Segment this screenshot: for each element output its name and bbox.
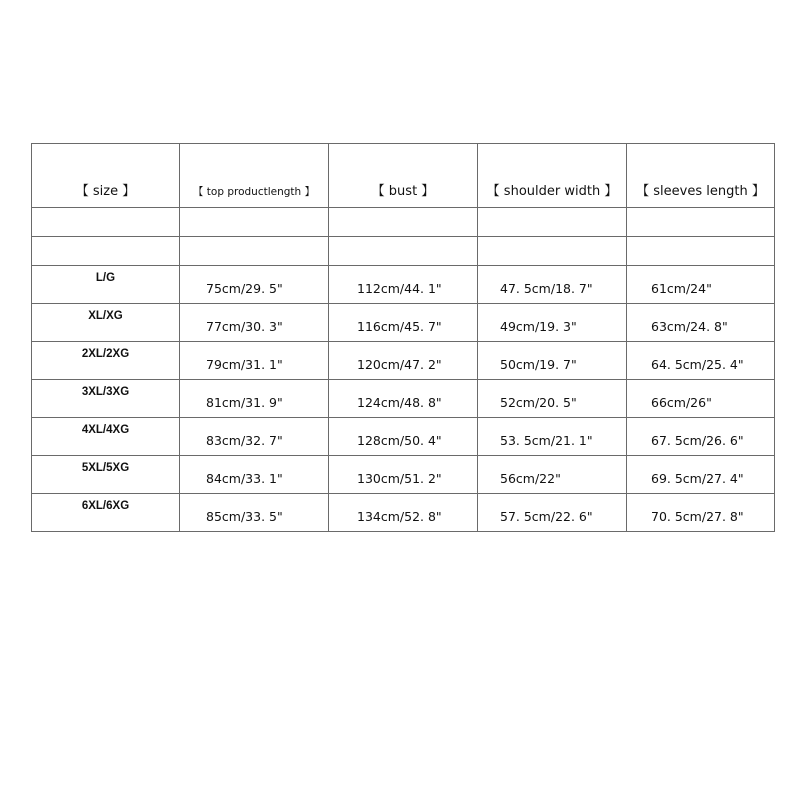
blank-row [32,237,775,266]
length-cell: 84cm/33. 1" [180,456,329,494]
header-top-product-length: 【 top productlength 】 [180,144,329,208]
sleeves-cell: 64. 5cm/25. 4" [627,342,775,380]
length-cell: 83cm/32. 7" [180,418,329,456]
sleeves-cell: 70. 5cm/27. 8" [627,494,775,532]
bust-cell: 120cm/47. 2" [329,342,478,380]
bust-cell: 134cm/52. 8" [329,494,478,532]
length-cell: 77cm/30. 3" [180,304,329,342]
header-size: 【 size 】 [32,144,180,208]
size-cell: 6XL/6XG [32,494,180,532]
sleeves-cell: 67. 5cm/26. 6" [627,418,775,456]
shoulder-cell: 49cm/19. 3" [478,304,627,342]
length-cell: 75cm/29. 5" [180,266,329,304]
shoulder-cell: 53. 5cm/21. 1" [478,418,627,456]
shoulder-cell: 47. 5cm/18. 7" [478,266,627,304]
header-bust: 【 bust 】 [329,144,478,208]
table-row [32,456,775,494]
size-cell: 5XL/5XG [32,456,180,494]
header-shoulder-width: 【 shoulder width 】 [478,144,627,208]
sleeves-cell: 63cm/24. 8" [627,304,775,342]
size-cell: 4XL/4XG [32,418,180,456]
sleeves-cell: 61cm/24" [627,266,775,304]
table-row [32,380,775,418]
bust-cell: 124cm/48. 8" [329,380,478,418]
sleeves-cell: 69. 5cm/27. 4" [627,456,775,494]
shoulder-cell: 52cm/20. 5" [478,380,627,418]
blank-row [32,208,775,237]
header-row [32,144,775,208]
shoulder-cell: 56cm/22" [478,456,627,494]
length-cell: 85cm/33. 5" [180,494,329,532]
size-cell: L/G [32,266,180,304]
size-cell: XL/XG [32,304,180,342]
shoulder-cell: 57. 5cm/22. 6" [478,494,627,532]
sleeves-cell: 66cm/26" [627,380,775,418]
table-row [32,304,775,342]
table-row [32,494,775,532]
length-cell: 81cm/31. 9" [180,380,329,418]
bust-cell: 128cm/50. 4" [329,418,478,456]
table-row [32,418,775,456]
bust-cell: 112cm/44. 1" [329,266,478,304]
bust-cell: 130cm/51. 2" [329,456,478,494]
header-sleeves-length: 【 sleeves length 】 [627,144,775,208]
shoulder-cell: 50cm/19. 7" [478,342,627,380]
table-row [32,342,775,380]
bust-cell: 116cm/45. 7" [329,304,478,342]
length-cell: 79cm/31. 1" [180,342,329,380]
size-chart-table [31,143,775,532]
table-row [32,266,775,304]
size-cell: 2XL/2XG [32,342,180,380]
size-cell: 3XL/3XG [32,380,180,418]
